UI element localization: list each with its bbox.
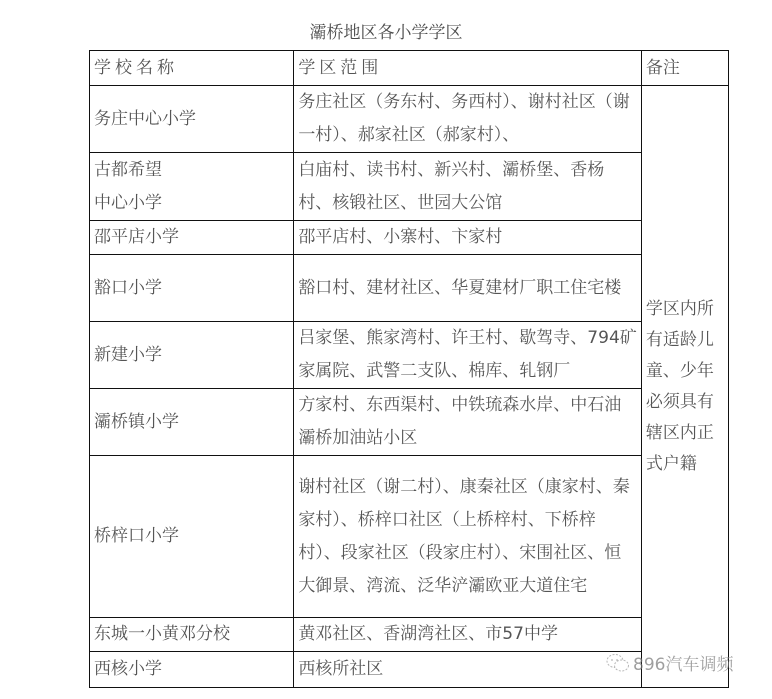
district-range: 务庄社区（务东村、务西村）、谢村社区（谢一村）、郝家社区（郝家村）、 <box>294 86 642 153</box>
document-title: 灞桥地区各小学学区 <box>309 23 463 43</box>
district-range: 邵平店村、小寨村、卞家村 <box>294 221 642 255</box>
table-header-row <box>90 51 729 86</box>
district-range: 方家村、东西渠村、中铁琉森水岸、中石油灞桥加油站小区 <box>294 389 642 456</box>
district-range: 豁口村、建材社区、华夏建材厂职工住宅楼 <box>294 255 642 322</box>
district-range: 黄邓社区、香湖湾社区、市57中学 <box>294 618 642 652</box>
district-range: 白庙村、读书村、新兴村、灞桥堡、香杨村、核锻社区、世园大公馆 <box>294 153 642 221</box>
school-name: 灞桥镇小学 <box>90 389 294 456</box>
school-name: 新建小学 <box>90 322 294 389</box>
table-row <box>90 86 729 153</box>
table-row <box>90 255 729 322</box>
table-row <box>90 153 729 221</box>
school-name: 桥梓口小学 <box>90 456 294 618</box>
watermark <box>605 650 733 675</box>
table-row <box>90 221 729 255</box>
school-name: 邵平店小学 <box>90 221 294 255</box>
header-note: 备注 <box>641 51 728 86</box>
school-name: 东城一小黄邓分校 <box>90 618 294 652</box>
table-row <box>90 322 729 389</box>
wechat-icon <box>605 652 631 674</box>
school-name-line-1: 古都希望 <box>94 159 162 180</box>
note-cell: 学区内所有适龄儿童、少年必须具有辖区内正式户籍 <box>641 86 728 688</box>
table-row <box>90 618 729 652</box>
header-district-range: 学区范围 <box>294 51 642 86</box>
school-name: 豁口小学 <box>90 255 294 322</box>
school-district-table <box>89 50 729 688</box>
district-range: 西核所社区 <box>294 652 642 688</box>
school-name: 务庄中心小学 <box>90 86 294 153</box>
district-range: 谢村社区（谢二村）、康秦社区（康家村、秦家村）、桥梓口社区（上桥梓村、下桥梓村）、段家社区（段家庄村）、宋围社区、恒大御景、湾流、泛华浐灞欧亚大道住宅 <box>294 456 642 618</box>
district-range: 吕家堡、熊家湾村、许王村、歇驾寺、794矿家属院、武警二支队、棉库、轧钢厂 <box>294 322 642 389</box>
watermark-text: 896汽车调频 <box>633 655 734 675</box>
school-name-line-2: 中心小学 <box>94 192 162 213</box>
school-name <box>90 153 294 221</box>
header-school-name: 学校名称 <box>90 51 294 86</box>
table-row <box>90 389 729 456</box>
table-row <box>90 456 729 618</box>
school-name: 西核小学 <box>90 652 294 688</box>
